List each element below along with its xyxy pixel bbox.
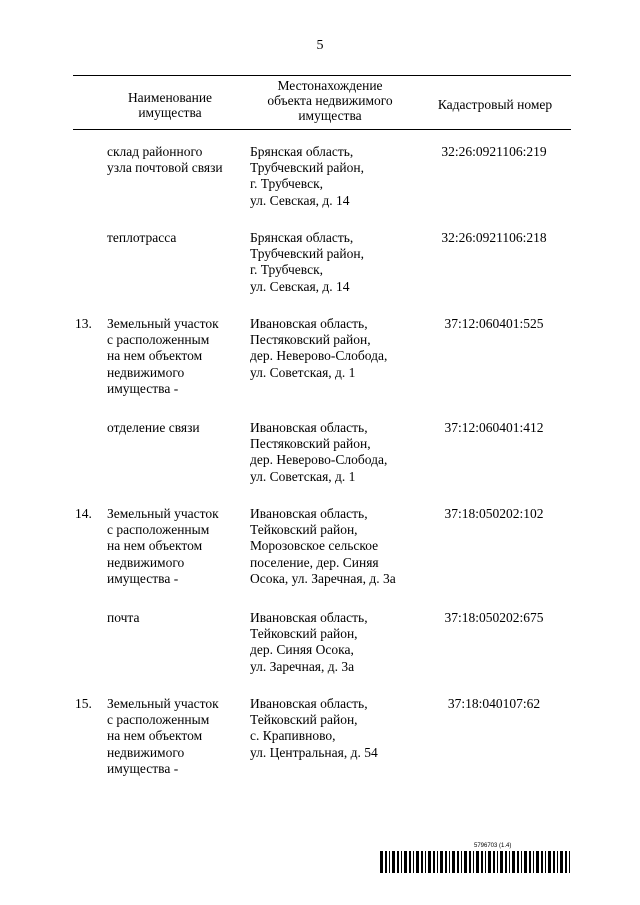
page-number: 5 <box>316 38 324 53</box>
property-location: Ивановская область, Тейковский район, дер. Синяя Осока, ул. Заречная, д. 3а <box>250 610 368 674</box>
property-name: Земельный участок с расположенным на нем объектом недвижимого имущества - <box>107 316 219 396</box>
header-cadastral: Кадастровый номер <box>437 97 553 112</box>
property-name: склад районного узла почтовой связи <box>107 144 223 176</box>
cadastral-number: 37:12:060401:525 <box>444 316 544 331</box>
row-number: 15. <box>75 696 92 711</box>
property-location: Ивановская область, Пестяковский район, дер. Неверово-Слобода, ул. Советская, д. 1 <box>250 316 388 380</box>
cadastral-number: 37:18:050202:675 <box>444 610 544 625</box>
header-location: Местонахождение объекта недвижимого имущества <box>267 78 393 123</box>
cadastral-number: 37:12:060401:412 <box>444 420 544 435</box>
property-name: теплотрасса <box>107 230 177 245</box>
cadastral-number: 32:26:0921106:218 <box>441 230 547 245</box>
property-location: Брянская область, Трубчевский район, г. Трубчевск, ул. Севская, д. 14 <box>250 230 364 294</box>
barcode-image <box>380 851 570 873</box>
cadastral-number: 37:18:050202:102 <box>444 506 544 521</box>
row-number: 14. <box>75 506 92 521</box>
cadastral-number: 32:26:0921106:219 <box>441 144 547 159</box>
property-name: Земельный участок с расположенным на нем объектом недвижимого имущества - <box>107 696 219 776</box>
property-location: Ивановская область, Пестяковский район, дер. Неверово-Слобода, ул. Советская, д. 1 <box>250 420 388 484</box>
property-location: Брянская область, Трубчевский район, г. Трубчевск, ул. Севская, д. 14 <box>250 144 364 208</box>
property-name: Земельный участок с расположенным на нем объектом недвижимого имущества - <box>107 506 219 586</box>
cadastral-number: 37:18:040107:62 <box>447 696 541 711</box>
table-header-rule <box>73 129 571 130</box>
property-location: Ивановская область, Тейковский район, с. Крапивново, ул. Центральная, д. 54 <box>250 696 378 760</box>
row-number: 13. <box>75 316 92 331</box>
property-name: отделение связи <box>107 420 200 435</box>
table-top-rule <box>73 75 571 76</box>
barcode-label: 5796703 (1.4) <box>474 843 512 849</box>
property-location: Ивановская область, Тейковский район, Морозовское сельское поселение, дер. Синяя Осока, ул. Заречная, д. 3а <box>250 506 396 586</box>
property-name: почта <box>107 610 140 625</box>
header-name: Наименование имущества <box>127 90 213 120</box>
